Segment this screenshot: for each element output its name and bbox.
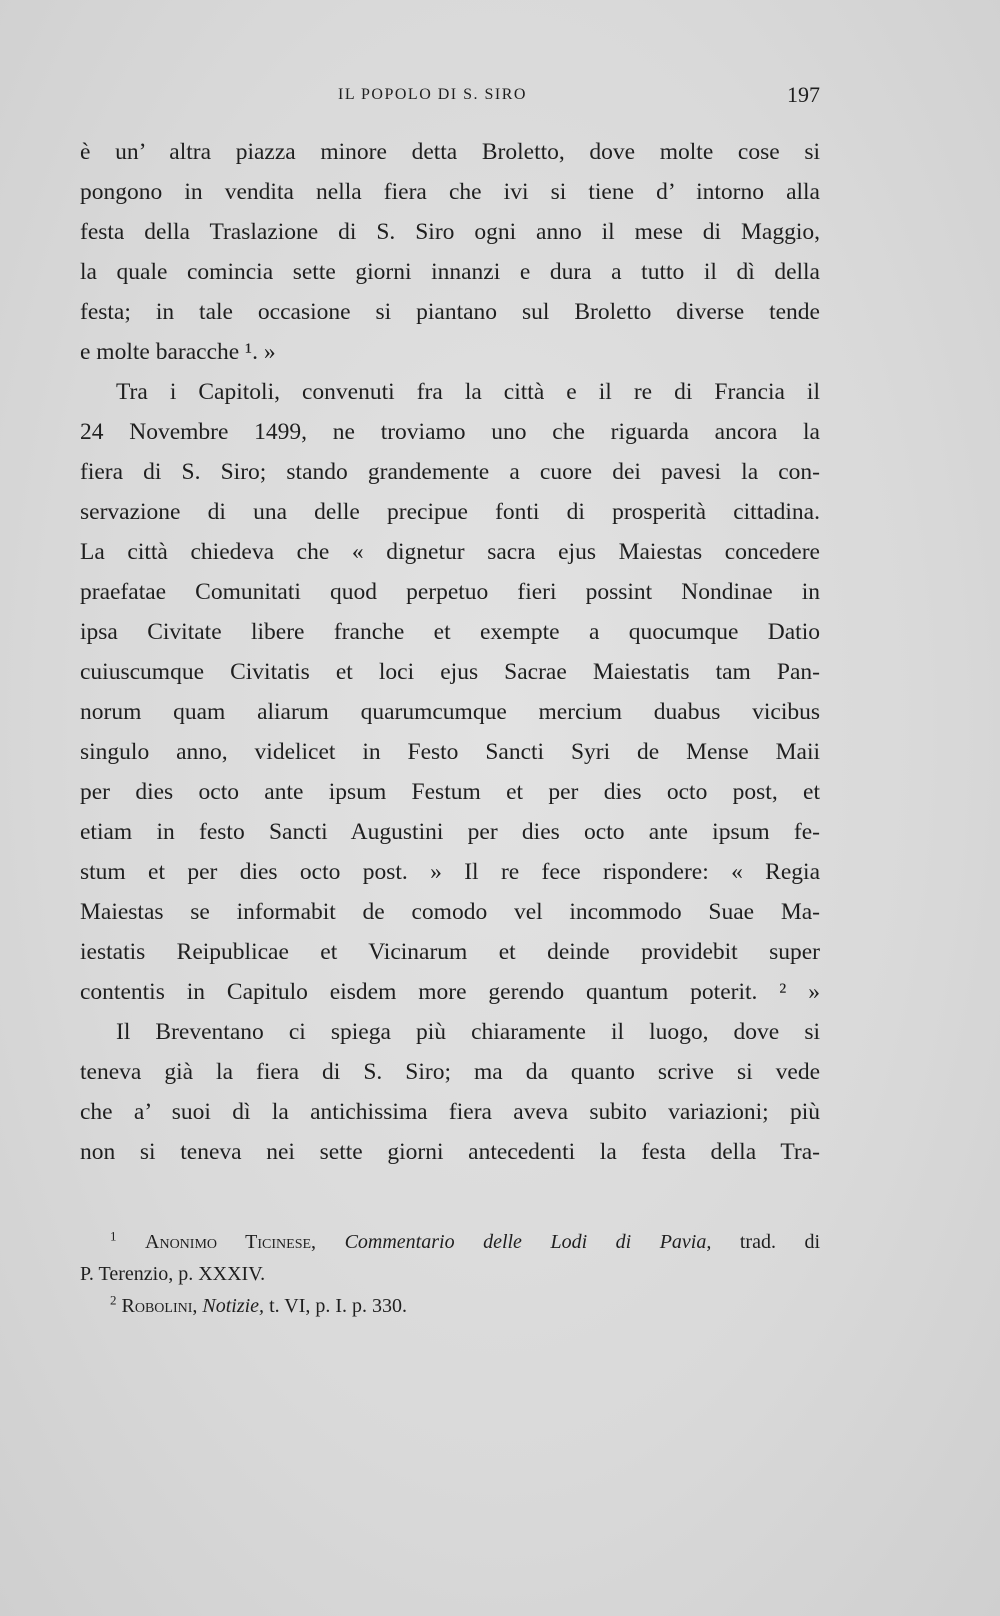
text-line: festa della Traslazione di S. Siro ogni anno il mese di Maggio, (80, 219, 820, 245)
text-line: norum quam aliarum quarumcumque mercium duabus vicibus (80, 699, 820, 725)
footnote-author: Robolini, (121, 1295, 198, 1317)
footnote-citation: t. VI, p. I. p. 330. (269, 1295, 408, 1317)
footnote-2 (80, 1290, 820, 1322)
text-line: e molte baracche ¹. » (80, 339, 276, 365)
body-text (80, 132, 820, 1172)
text-line: ipsa Civitate libere franche et exempte a quocumque Datio (80, 619, 820, 645)
text-line: teneva già la fiera di S. Siro; ma da quanto scrive si vede (80, 1059, 820, 1085)
text-line: iestatis Reipublicae et Vicinarum et deinde providebit super (80, 939, 820, 965)
footnote-marker: 2 (110, 1292, 117, 1308)
footnotes (80, 1226, 820, 1322)
text-line: praefatae Comunitati quod perpetuo fieri possint Nondinae in (80, 579, 820, 605)
text-line: festa; in tale occasione si piantano sul Broletto diverse tende (80, 299, 820, 325)
text-line: fiera di S. Siro; stando grandemente a cuore dei pavesi la con- (80, 459, 820, 485)
running-title: IL POPOLO DI S. SIRO (338, 86, 527, 103)
text-line: Maiestas se informabit de comodo vel incommodo Suae Ma- (80, 899, 820, 925)
running-head (80, 82, 820, 112)
text-line: cuiuscumque Civitatis et loci ejus Sacrae Maiestatis tam Pan- (80, 659, 820, 685)
text-line: etiam in festo Sancti Augustini per dies octo ante ipsum fe- (80, 819, 820, 845)
text-line: non si teneva nei sette giorni antecedenti la festa della Tra- (80, 1139, 820, 1165)
footnote-1-continuation: P. Terenzio, p. XXXIV. (80, 1263, 266, 1285)
text-line: Il Breventano ci spiega più chiaramente il luogo, dove si (116, 1019, 820, 1045)
text-line: la quale comincia sette giorni innanzi e dura a tutto il dì della (80, 259, 820, 285)
text-line: 24 Novembre 1499, ne troviamo uno che riguarda ancora la (80, 419, 820, 445)
footnote-title: Commentario delle Lodi di Pavia, (344, 1231, 712, 1253)
text-line: singulo anno, videlicet in Festo Sancti Syri de Mense Maii (80, 739, 820, 765)
text-line: è un’ altra piazza minore detta Broletto, dove molte cose si (80, 139, 820, 165)
text-line: La città chiedeva che « dignetur sacra ejus Maiestas concedere (80, 539, 820, 565)
footnote-title: Notizie, (202, 1295, 265, 1317)
footnote-author: Anonimo Ticinese, (145, 1231, 317, 1253)
footnote-citation: trad. di (739, 1231, 821, 1253)
text-line: stum et per dies octo post. » Il re fece rispondere: « Regia (80, 859, 820, 885)
text-line: pongono in vendita nella fiera che ivi si tiene d’ intorno alla (80, 179, 820, 205)
footnote-1 (80, 1226, 820, 1258)
text-line: per dies octo ante ipsum Festum et per dies octo post, et (80, 779, 820, 805)
text-line: contentis in Capitulo eisdem more gerendo quantum poterit. ² » (80, 979, 820, 1005)
text-line: servazione di una delle precipue fonti di prosperità cittadina. (80, 499, 820, 525)
page-number: 197 (787, 82, 820, 107)
footnote-marker: 1 (110, 1228, 117, 1244)
text-line: Tra i Capitoli, convenuti fra la città e il re di Francia il (116, 379, 820, 405)
text-line: che a’ suoi dì la antichissima fiera aveva subito variazioni; più (80, 1099, 820, 1125)
